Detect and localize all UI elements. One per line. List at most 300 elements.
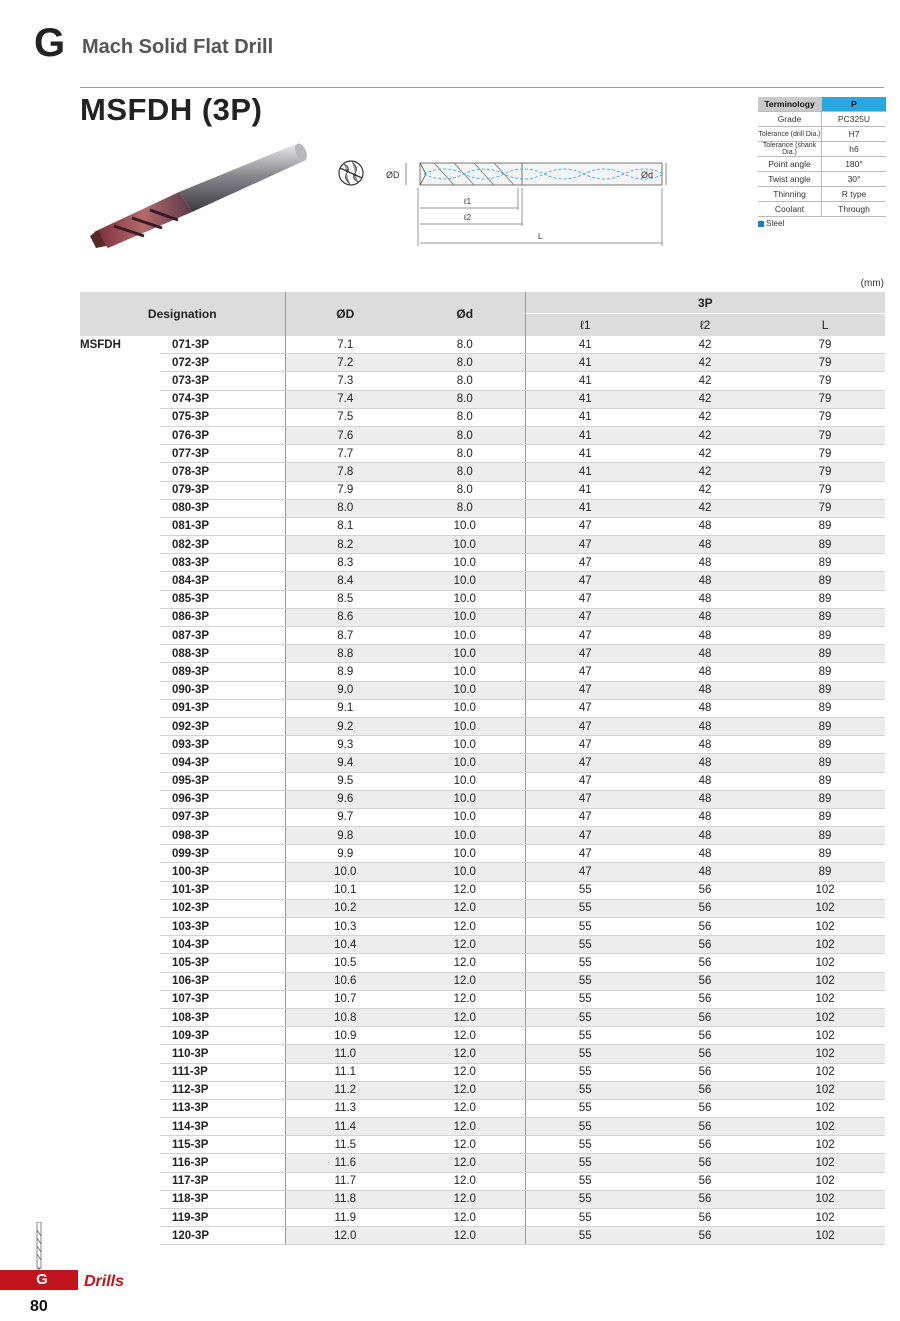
table-row bbox=[80, 426, 885, 444]
cell-D: 11.7 bbox=[285, 1172, 405, 1190]
designation-cell: 107-3P bbox=[160, 990, 285, 1008]
designation-cell: 081-3P bbox=[160, 517, 285, 535]
cell-d: 12.0 bbox=[405, 972, 525, 990]
cell-d: 8.0 bbox=[405, 463, 525, 481]
cell-l2: 56 bbox=[645, 1008, 765, 1026]
cell-D: 8.2 bbox=[285, 536, 405, 554]
cell-d: 12.0 bbox=[405, 936, 525, 954]
series-cell bbox=[80, 1045, 160, 1063]
cell-d: 8.0 bbox=[405, 336, 525, 354]
cell-l1: 47 bbox=[525, 645, 645, 663]
cell-l2: 48 bbox=[645, 572, 765, 590]
term-value: 180° bbox=[822, 157, 887, 172]
cell-d: 10.0 bbox=[405, 681, 525, 699]
cell-l2: 48 bbox=[645, 754, 765, 772]
table-row bbox=[80, 1172, 885, 1190]
table-row bbox=[80, 1081, 885, 1099]
table-row bbox=[80, 954, 885, 972]
series-cell bbox=[80, 918, 160, 936]
series-cell bbox=[80, 390, 160, 408]
cell-L: 89 bbox=[765, 627, 885, 645]
cell-l2: 56 bbox=[645, 972, 765, 990]
material-p-header: P bbox=[822, 97, 887, 112]
table-row bbox=[80, 390, 885, 408]
steel-swatch-icon bbox=[758, 221, 764, 227]
series-cell bbox=[80, 845, 160, 863]
cell-D: 11.5 bbox=[285, 1136, 405, 1154]
cell-l2: 56 bbox=[645, 1063, 765, 1081]
cell-l1: 41 bbox=[525, 390, 645, 408]
series-cell bbox=[80, 1154, 160, 1172]
table-row bbox=[80, 881, 885, 899]
designation-cell: 116-3P bbox=[160, 1154, 285, 1172]
dim-l1-label: ℓ1 bbox=[464, 197, 472, 206]
cell-D: 9.0 bbox=[285, 681, 405, 699]
cell-L: 89 bbox=[765, 790, 885, 808]
cell-D: 10.6 bbox=[285, 972, 405, 990]
cell-L: 102 bbox=[765, 899, 885, 917]
cell-L: 89 bbox=[765, 717, 885, 735]
cell-D: 8.4 bbox=[285, 572, 405, 590]
cell-L: 89 bbox=[765, 845, 885, 863]
series-cell bbox=[80, 699, 160, 717]
term-value: R type bbox=[822, 187, 887, 202]
cell-d: 8.0 bbox=[405, 408, 525, 426]
designation-cell: 105-3P bbox=[160, 954, 285, 972]
cell-l1: 55 bbox=[525, 1154, 645, 1172]
cell-L: 102 bbox=[765, 1027, 885, 1045]
cell-L: 89 bbox=[765, 554, 885, 572]
cell-l1: 55 bbox=[525, 972, 645, 990]
series-cell bbox=[80, 936, 160, 954]
series-cell bbox=[80, 1099, 160, 1117]
cell-d: 10.0 bbox=[405, 754, 525, 772]
dim-D-label: ØD bbox=[386, 170, 400, 180]
cell-D: 12.0 bbox=[285, 1227, 405, 1245]
cell-l2: 56 bbox=[645, 936, 765, 954]
designation-cell: 091-3P bbox=[160, 699, 285, 717]
cell-l1: 47 bbox=[525, 772, 645, 790]
cell-l1: 55 bbox=[525, 1099, 645, 1117]
cell-L: 102 bbox=[765, 1008, 885, 1026]
cell-d: 10.0 bbox=[405, 772, 525, 790]
table-row bbox=[80, 1136, 885, 1154]
series-cell bbox=[80, 881, 160, 899]
cell-l2: 56 bbox=[645, 1172, 765, 1190]
cell-d: 10.0 bbox=[405, 590, 525, 608]
designation-cell: 093-3P bbox=[160, 736, 285, 754]
cell-D: 9.6 bbox=[285, 790, 405, 808]
cell-l2: 56 bbox=[645, 881, 765, 899]
designation-cell: 071-3P bbox=[160, 336, 285, 354]
cell-L: 79 bbox=[765, 336, 885, 354]
cell-l1: 47 bbox=[525, 863, 645, 881]
col-l1: ℓ1 bbox=[525, 314, 645, 337]
table-row bbox=[80, 1227, 885, 1245]
designation-cell: 085-3P bbox=[160, 590, 285, 608]
series-cell bbox=[80, 1136, 160, 1154]
cell-L: 89 bbox=[765, 663, 885, 681]
designation-cell: 089-3P bbox=[160, 663, 285, 681]
cell-l2: 42 bbox=[645, 426, 765, 444]
table-row bbox=[80, 936, 885, 954]
series-cell bbox=[80, 754, 160, 772]
designation-cell: 103-3P bbox=[160, 918, 285, 936]
series-cell: MSFDH bbox=[80, 336, 160, 354]
col-l2: ℓ2 bbox=[645, 314, 765, 337]
cell-D: 11.6 bbox=[285, 1154, 405, 1172]
series-cell bbox=[80, 1081, 160, 1099]
cell-L: 102 bbox=[765, 972, 885, 990]
cell-l2: 48 bbox=[645, 590, 765, 608]
cell-l1: 55 bbox=[525, 1209, 645, 1227]
cell-D: 10.0 bbox=[285, 863, 405, 881]
cell-l2: 56 bbox=[645, 1190, 765, 1208]
cell-L: 79 bbox=[765, 481, 885, 499]
cell-d: 12.0 bbox=[405, 1227, 525, 1245]
footer-category: Drills bbox=[84, 1273, 125, 1290]
cell-d: 12.0 bbox=[405, 1008, 525, 1026]
cell-D: 8.7 bbox=[285, 627, 405, 645]
cell-l2: 48 bbox=[645, 845, 765, 863]
cell-L: 102 bbox=[765, 1136, 885, 1154]
cell-L: 102 bbox=[765, 1099, 885, 1117]
cell-d: 12.0 bbox=[405, 954, 525, 972]
designation-cell: 079-3P bbox=[160, 481, 285, 499]
drill-dimension-drawing bbox=[384, 148, 674, 248]
cell-d: 10.0 bbox=[405, 572, 525, 590]
cell-l2: 56 bbox=[645, 1045, 765, 1063]
cell-l1: 47 bbox=[525, 754, 645, 772]
cell-l2: 48 bbox=[645, 736, 765, 754]
cell-L: 79 bbox=[765, 426, 885, 444]
designation-cell: 108-3P bbox=[160, 1008, 285, 1026]
cell-L: 79 bbox=[765, 408, 885, 426]
series-cell bbox=[80, 445, 160, 463]
cell-l1: 47 bbox=[525, 536, 645, 554]
page-number: 80 bbox=[30, 1298, 48, 1315]
series-cell bbox=[80, 1063, 160, 1081]
cell-l1: 47 bbox=[525, 663, 645, 681]
table-row bbox=[80, 918, 885, 936]
cell-l2: 56 bbox=[645, 1099, 765, 1117]
cell-l2: 42 bbox=[645, 481, 765, 499]
table-row bbox=[80, 536, 885, 554]
table-row bbox=[80, 790, 885, 808]
designation-cell: 082-3P bbox=[160, 536, 285, 554]
table-row bbox=[80, 408, 885, 426]
cell-d: 10.0 bbox=[405, 663, 525, 681]
col-designation: Designation bbox=[80, 292, 285, 336]
cell-l1: 47 bbox=[525, 717, 645, 735]
designation-cell: 113-3P bbox=[160, 1099, 285, 1117]
designation-cell: 110-3P bbox=[160, 1045, 285, 1063]
designation-cell: 100-3P bbox=[160, 863, 285, 881]
designation-cell: 096-3P bbox=[160, 790, 285, 808]
designation-cell: 115-3P bbox=[160, 1136, 285, 1154]
series-cell bbox=[80, 681, 160, 699]
cell-l2: 48 bbox=[645, 627, 765, 645]
drill-side-icon bbox=[33, 1222, 45, 1270]
term-label: Thinning bbox=[758, 187, 822, 202]
cell-l2: 48 bbox=[645, 663, 765, 681]
designation-cell: 111-3P bbox=[160, 1063, 285, 1081]
cell-d: 12.0 bbox=[405, 1190, 525, 1208]
cell-l2: 48 bbox=[645, 554, 765, 572]
cell-l1: 47 bbox=[525, 699, 645, 717]
series-cell bbox=[80, 372, 160, 390]
table-row bbox=[80, 481, 885, 499]
cell-l2: 56 bbox=[645, 1209, 765, 1227]
cell-L: 89 bbox=[765, 681, 885, 699]
table-row bbox=[80, 336, 885, 354]
designation-cell: 101-3P bbox=[160, 881, 285, 899]
cell-l2: 42 bbox=[645, 336, 765, 354]
cell-l2: 48 bbox=[645, 699, 765, 717]
cell-L: 89 bbox=[765, 772, 885, 790]
cell-L: 102 bbox=[765, 1209, 885, 1227]
term-label: Grade bbox=[758, 112, 822, 127]
series-cell bbox=[80, 899, 160, 917]
cell-D: 7.6 bbox=[285, 426, 405, 444]
cell-d: 8.0 bbox=[405, 445, 525, 463]
cell-D: 9.5 bbox=[285, 772, 405, 790]
designation-cell: 104-3P bbox=[160, 936, 285, 954]
cell-D: 8.9 bbox=[285, 663, 405, 681]
cell-l2: 56 bbox=[645, 1027, 765, 1045]
cell-L: 79 bbox=[765, 499, 885, 517]
cell-l1: 41 bbox=[525, 463, 645, 481]
series-cell bbox=[80, 554, 160, 572]
table-row bbox=[80, 717, 885, 735]
table-row bbox=[80, 1118, 885, 1136]
cell-D: 10.7 bbox=[285, 990, 405, 1008]
cell-d: 12.0 bbox=[405, 1172, 525, 1190]
cell-L: 89 bbox=[765, 608, 885, 626]
cell-l2: 42 bbox=[645, 408, 765, 426]
table-row bbox=[80, 1099, 885, 1117]
cell-d: 12.0 bbox=[405, 1209, 525, 1227]
cell-L: 89 bbox=[765, 808, 885, 826]
cell-D: 7.7 bbox=[285, 445, 405, 463]
cell-d: 10.0 bbox=[405, 827, 525, 845]
cell-d: 12.0 bbox=[405, 1063, 525, 1081]
table-row bbox=[80, 863, 885, 881]
cell-l1: 47 bbox=[525, 790, 645, 808]
cell-D: 11.3 bbox=[285, 1099, 405, 1117]
series-cell bbox=[80, 408, 160, 426]
table-row bbox=[80, 372, 885, 390]
cell-L: 102 bbox=[765, 1118, 885, 1136]
cell-l1: 41 bbox=[525, 445, 645, 463]
cell-l1: 47 bbox=[525, 808, 645, 826]
cell-l2: 48 bbox=[645, 681, 765, 699]
series-cell bbox=[80, 863, 160, 881]
table-row bbox=[80, 1190, 885, 1208]
cell-D: 7.2 bbox=[285, 354, 405, 372]
cell-d: 10.0 bbox=[405, 608, 525, 626]
page-title: MSFDH (3P) bbox=[80, 92, 263, 127]
table-row bbox=[80, 772, 885, 790]
cell-D: 8.3 bbox=[285, 554, 405, 572]
table-row bbox=[80, 1209, 885, 1227]
col-group-3p: 3P bbox=[525, 292, 885, 314]
series-cell bbox=[80, 1027, 160, 1045]
cell-D: 11.8 bbox=[285, 1190, 405, 1208]
col-d: Ød bbox=[405, 292, 525, 336]
steel-legend bbox=[758, 219, 784, 228]
cell-l1: 41 bbox=[525, 336, 645, 354]
cell-l1: 47 bbox=[525, 572, 645, 590]
designation-cell: 102-3P bbox=[160, 899, 285, 917]
cell-D: 11.9 bbox=[285, 1209, 405, 1227]
designation-cell: 119-3P bbox=[160, 1209, 285, 1227]
cell-l1: 55 bbox=[525, 1118, 645, 1136]
cell-d: 12.0 bbox=[405, 918, 525, 936]
cell-L: 79 bbox=[765, 445, 885, 463]
cell-L: 89 bbox=[765, 645, 885, 663]
cell-L: 89 bbox=[765, 754, 885, 772]
table-body bbox=[80, 336, 885, 1245]
cell-l2: 56 bbox=[645, 1136, 765, 1154]
cell-l2: 56 bbox=[645, 954, 765, 972]
designation-cell: 086-3P bbox=[160, 608, 285, 626]
cell-D: 9.9 bbox=[285, 845, 405, 863]
table-row bbox=[80, 645, 885, 663]
cell-l1: 55 bbox=[525, 1027, 645, 1045]
cell-l1: 55 bbox=[525, 1172, 645, 1190]
cell-L: 79 bbox=[765, 390, 885, 408]
cell-l1: 55 bbox=[525, 918, 645, 936]
cell-D: 11.1 bbox=[285, 1063, 405, 1081]
cell-D: 8.5 bbox=[285, 590, 405, 608]
cell-L: 79 bbox=[765, 372, 885, 390]
series-cell bbox=[80, 645, 160, 663]
cell-L: 79 bbox=[765, 354, 885, 372]
cell-L: 79 bbox=[765, 463, 885, 481]
table-row bbox=[80, 590, 885, 608]
cell-D: 7.8 bbox=[285, 463, 405, 481]
term-value: h6 bbox=[822, 142, 887, 157]
table-row bbox=[80, 736, 885, 754]
designation-cell: 118-3P bbox=[160, 1190, 285, 1208]
cell-l2: 56 bbox=[645, 899, 765, 917]
designation-cell: 075-3P bbox=[160, 408, 285, 426]
cell-L: 102 bbox=[765, 1172, 885, 1190]
table-row bbox=[80, 608, 885, 626]
series-cell bbox=[80, 536, 160, 554]
designation-cell: 072-3P bbox=[160, 354, 285, 372]
cell-d: 10.0 bbox=[405, 736, 525, 754]
cell-L: 102 bbox=[765, 954, 885, 972]
cell-l2: 48 bbox=[645, 536, 765, 554]
designation-cell: 087-3P bbox=[160, 627, 285, 645]
series-cell bbox=[80, 772, 160, 790]
cell-l1: 41 bbox=[525, 426, 645, 444]
cell-l2: 42 bbox=[645, 354, 765, 372]
cell-D: 9.8 bbox=[285, 827, 405, 845]
section-badge-label: G bbox=[36, 1271, 48, 1288]
cell-L: 89 bbox=[765, 827, 885, 845]
cell-l2: 42 bbox=[645, 499, 765, 517]
cell-D: 8.8 bbox=[285, 645, 405, 663]
designation-cell: 120-3P bbox=[160, 1227, 285, 1245]
cell-L: 102 bbox=[765, 1190, 885, 1208]
designation-cell: 098-3P bbox=[160, 827, 285, 845]
cell-l1: 55 bbox=[525, 1008, 645, 1026]
designation-cell: 073-3P bbox=[160, 372, 285, 390]
cell-l1: 47 bbox=[525, 627, 645, 645]
cell-l2: 42 bbox=[645, 372, 765, 390]
cell-l1: 47 bbox=[525, 845, 645, 863]
cell-d: 10.0 bbox=[405, 554, 525, 572]
designation-cell: 090-3P bbox=[160, 681, 285, 699]
cell-l1: 55 bbox=[525, 954, 645, 972]
cell-l2: 48 bbox=[645, 790, 765, 808]
table-row bbox=[80, 1063, 885, 1081]
cell-l1: 41 bbox=[525, 408, 645, 426]
series-cell bbox=[80, 1190, 160, 1208]
cell-d: 10.0 bbox=[405, 717, 525, 735]
dimension-table bbox=[80, 292, 885, 1245]
cell-d: 10.0 bbox=[405, 536, 525, 554]
cell-D: 9.7 bbox=[285, 808, 405, 826]
cell-D: 7.3 bbox=[285, 372, 405, 390]
cell-d: 12.0 bbox=[405, 1099, 525, 1117]
designation-cell: 097-3P bbox=[160, 808, 285, 826]
series-cell bbox=[80, 790, 160, 808]
cell-d: 12.0 bbox=[405, 1081, 525, 1099]
table-row bbox=[80, 463, 885, 481]
cell-D: 8.0 bbox=[285, 499, 405, 517]
cell-l2: 48 bbox=[645, 717, 765, 735]
cell-L: 102 bbox=[765, 1063, 885, 1081]
table-row bbox=[80, 554, 885, 572]
section-badge bbox=[0, 1270, 78, 1290]
cell-d: 10.0 bbox=[405, 790, 525, 808]
cell-D: 9.4 bbox=[285, 754, 405, 772]
section-letter: G bbox=[34, 21, 66, 65]
cell-l2: 56 bbox=[645, 1227, 765, 1245]
series-cell bbox=[80, 608, 160, 626]
term-label: Tolerance (shank Dia.) bbox=[758, 142, 822, 157]
cell-d: 12.0 bbox=[405, 1045, 525, 1063]
cell-d: 10.0 bbox=[405, 699, 525, 717]
term-label: Tolerance (drill Dia.) bbox=[758, 127, 822, 142]
cell-D: 10.2 bbox=[285, 899, 405, 917]
cell-l1: 55 bbox=[525, 1081, 645, 1099]
cell-L: 89 bbox=[765, 736, 885, 754]
cell-d: 12.0 bbox=[405, 881, 525, 899]
series-cell bbox=[80, 1209, 160, 1227]
cell-D: 11.0 bbox=[285, 1045, 405, 1063]
cell-d: 8.0 bbox=[405, 354, 525, 372]
series-cell bbox=[80, 590, 160, 608]
cell-d: 12.0 bbox=[405, 1154, 525, 1172]
cell-L: 89 bbox=[765, 572, 885, 590]
cell-l2: 42 bbox=[645, 463, 765, 481]
cell-D: 11.2 bbox=[285, 1081, 405, 1099]
series-cell bbox=[80, 499, 160, 517]
table-row bbox=[80, 899, 885, 917]
cell-d: 8.0 bbox=[405, 499, 525, 517]
cell-L: 89 bbox=[765, 590, 885, 608]
designation-cell: 109-3P bbox=[160, 1027, 285, 1045]
designation-cell: 094-3P bbox=[160, 754, 285, 772]
series-cell bbox=[80, 463, 160, 481]
series-cell bbox=[80, 426, 160, 444]
cell-l1: 47 bbox=[525, 736, 645, 754]
